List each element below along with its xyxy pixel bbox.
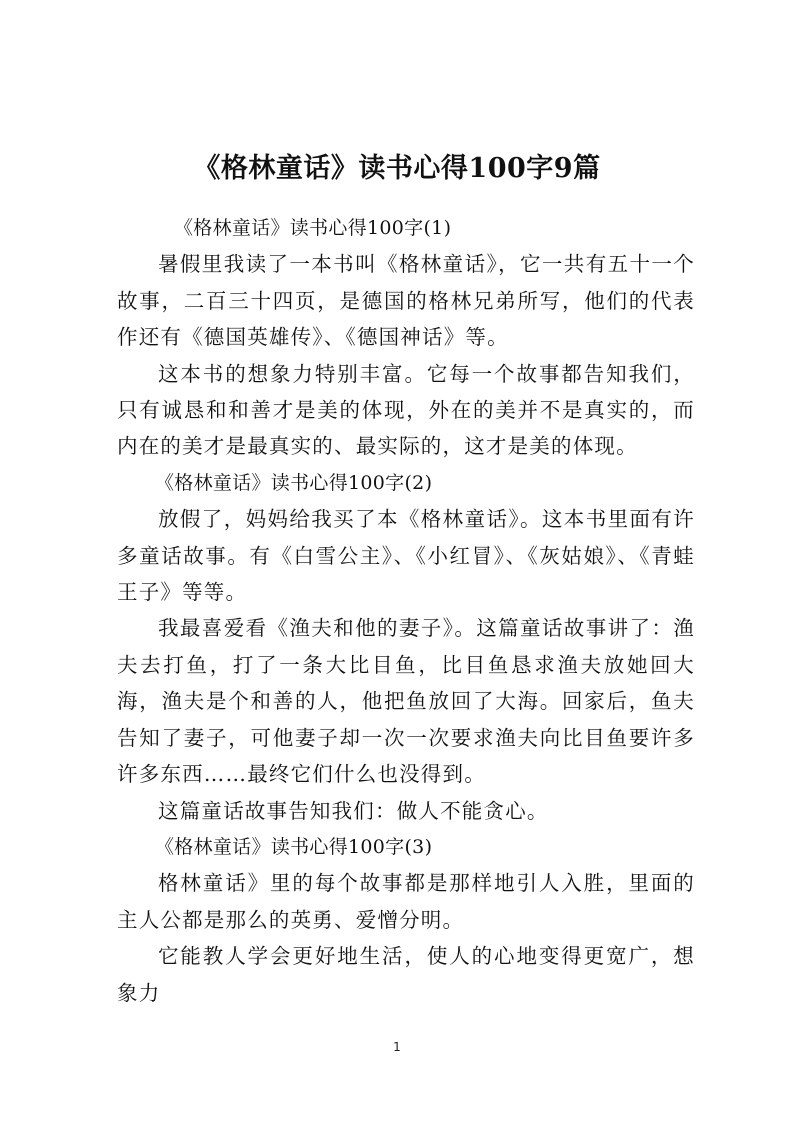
page-number: 1 <box>393 1040 401 1054</box>
section-heading-1: 《格林童话》读书心得100字(1) <box>174 217 452 239</box>
section-1-paragraph-2: 这本书的想象力特别丰富。它每一个故事都告知我们，只有诚恳和和善才是美的体现，外在的美并不是真实的，而内在的美才是最真实的、最实际的，这才是美的体现。 <box>117 361 695 459</box>
section-1-paragraph-1: 暑假里我读了一本书叫《格林童话》，它一共有五十一个故事，二百三十四页，是德国的格林兄弟所写，他们的代表作还有《德国英雄传》、《德国神话》等。 <box>117 252 695 350</box>
section-heading-3: 《格林童话》读书心得100字(3) <box>155 835 433 858</box>
section-2-paragraph-3: 这篇童话故事告知我们：做人不能贪心。 <box>158 798 549 823</box>
section-3-paragraph-1: 格林童话》里的每个故事都是那样地引人入胜，里面的主人公都是那么的英勇、爱憎分明。 <box>117 871 695 932</box>
document-body <box>117 210 695 1011</box>
section-heading-2: 《格林童话》读书心得100字(2) <box>155 471 433 494</box>
section-2-paragraph-1: 放假了，妈妈给我买了本《格林童话》。这本书里面有许多童话故事。有《白雪公主》、《小红冒》、《灰姑娘》、《青蛙王子》等等。 <box>117 507 695 605</box>
section-2-paragraph-2: 我最喜爱看《渔夫和他的妻子》。这篇童话故事讲了：渔夫去打鱼，打了一条大比目鱼，比目鱼恳求渔夫放她回大海，渔夫是个和善的人，他把鱼放回了大海。回家后，鱼夫告知了妻子，可他妻子却一次一次要求渔夫向比目鱼要许多许多东西……最终它们什么也没得到。 <box>117 616 695 787</box>
document-title: 《格林童话》读书心得100字9篇 <box>193 153 601 184</box>
section-3-paragraph-2: 它能教人学会更好地生活，使人的心地变得更宽广，想象力 <box>117 944 695 1005</box>
